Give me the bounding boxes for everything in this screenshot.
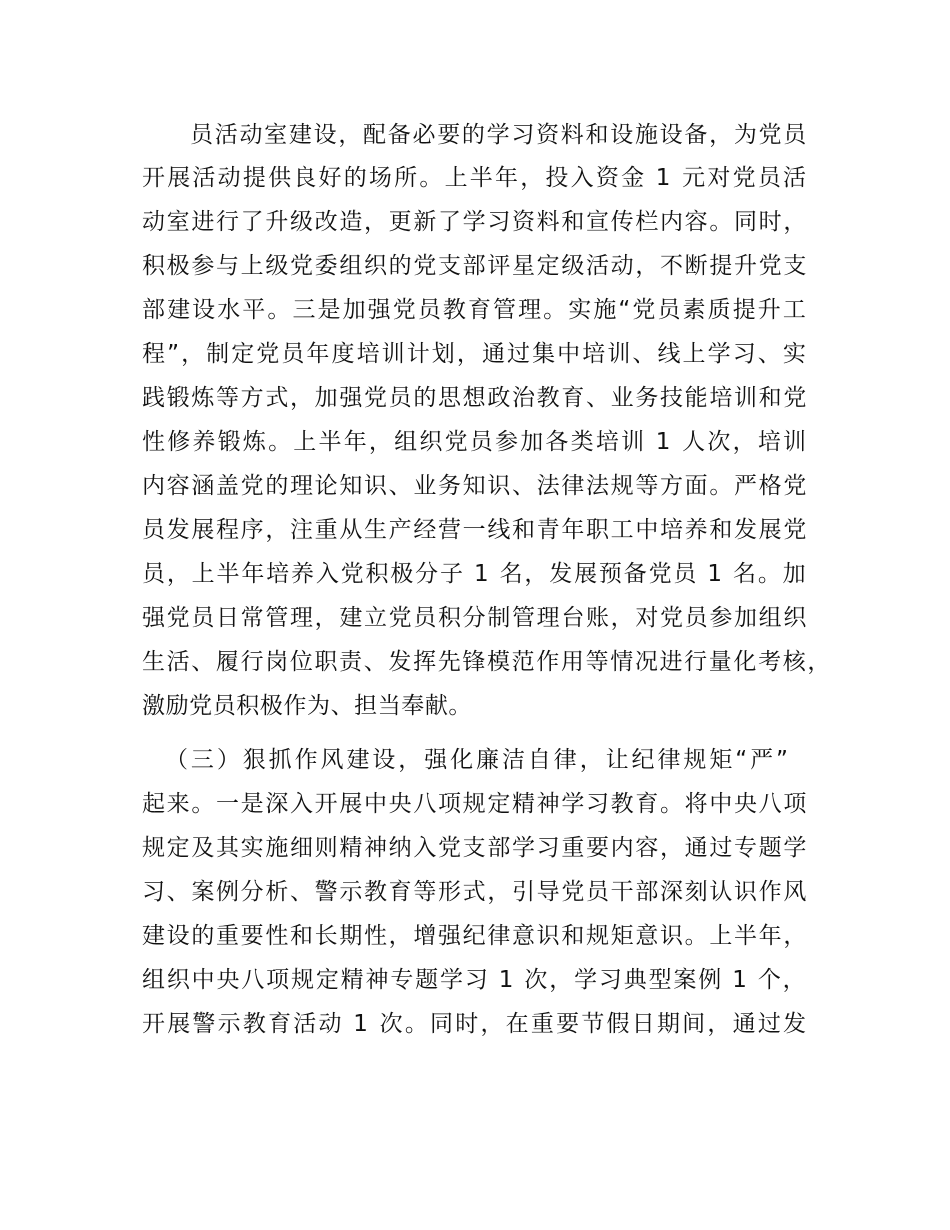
- paragraph-1-line-12: 强党员日常管理，建立党员积分制管理台账，对党员参加组织: [142, 605, 808, 631]
- paragraph-1-line-10: 员发展程序，注重从生产经营一线和青年职工中培养和发展党: [142, 517, 808, 543]
- paragraph-1-line-13: 生活、履行岗位职责、发挥先锋模范作用等情况进行量化考核，: [142, 649, 832, 675]
- paragraph-1-line-6: 程”，制定党员年度培训计划，通过集中培训、线上学习、实: [142, 341, 808, 367]
- paragraph-1-line-2: 开展活动提供良好的场所。上半年，投入资金 1 元对党员活: [142, 165, 809, 191]
- paragraph-1-line-5: 部建设水平。三是加强党员教育管理。实施“党员素质提升工: [142, 297, 808, 323]
- paragraph-2-line-4: 习、案例分析、警示教育等形式，引导党员干部深刻认识作风: [142, 879, 808, 905]
- paragraph-2-line-6: 组织中央八项规定精神专题学习 1 次，学习典型案例 1 个，: [142, 967, 808, 993]
- paragraph-2-line-7: 开展警示教育活动 1 次。同时，在重要节假日期间，通过发: [142, 1011, 809, 1037]
- paragraph-2-line-5: 建设的重要性和长期性，增强纪律意识和规矩意识。上半年，: [142, 923, 808, 949]
- paragraph-1-line-8: 性修养锻炼。上半年，组织党员参加各类培训 1 人次，培训: [142, 429, 809, 455]
- paragraph-1-line-3: 动室进行了升级改造，更新了学习资料和宣传栏内容。同时，: [142, 209, 808, 235]
- paragraph-1-line-11: 员，上半年培养入党积极分子 1 名，发展预备党员 1 名。加: [142, 561, 808, 587]
- paragraph-1-line-7: 践锻炼等方式，加强党员的思想政治教育、业务技能培训和党: [142, 385, 808, 411]
- paragraph-1-line-1: 员活动室建设，配备必要的学习资料和设施设备，为党员: [190, 122, 808, 148]
- paragraph-1-line-4: 积极参与上级党委组织的党支部评星定级活动，不断提升党支: [142, 253, 808, 279]
- paragraph-1-line-9: 内容涵盖党的理论知识、业务知识、法律法规等方面。严格党: [142, 473, 808, 499]
- paragraph-2-line-3: 规定及其实施细则精神纳入党支部学习重要内容，通过专题学: [142, 835, 808, 861]
- paragraph-1-line-14: 激励党员积极作为、担当奉献。: [142, 693, 472, 719]
- paragraph-2-line-2: 起来。一是深入开展中央八项规定精神学习教育。将中央八项: [142, 791, 808, 817]
- paragraph-2-line-1: （三）狠抓作风建设，强化廉洁自律，让纪律规矩“严”: [165, 747, 791, 773]
